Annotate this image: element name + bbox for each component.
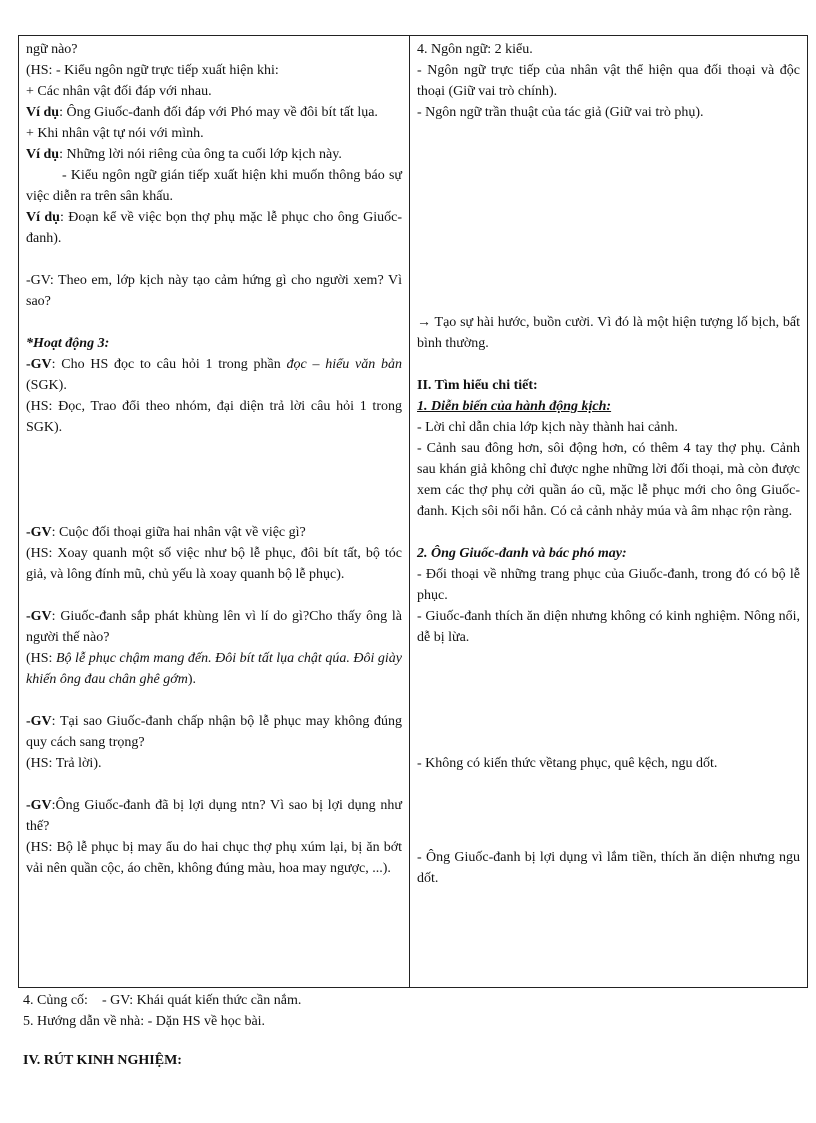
answer-paragraph: (HS: Bộ lễ phục bị may ẩu do hai chục thợ phụ xúm lại, bị ăn bớt vải nên quần cộc, áo chẽn, không đúng màu, hoa may ngược, ...). xyxy=(26,840,402,876)
teacher-student-activity-column xyxy=(19,36,410,988)
activity-heading: *Hoạt động 3: xyxy=(26,336,110,351)
text-paragraph: - Không có kiến thức vềtang phục, quê kệch, ngu dốt. xyxy=(417,756,718,771)
text-paragraph: - Kiểu ngôn ngữ gián tiếp xuất hiện khi muốn thông báo sự việc diễn ra trên sân khấu. xyxy=(26,168,402,204)
text-line: + Các nhân vật đối đáp với nhau. xyxy=(26,84,212,99)
example-paragraph: Ví dụ: Đoạn kể về việc bọn thợ phụ mặc lễ phục cho ông Giuốc-đanh). xyxy=(26,210,402,246)
gv-label: -GV xyxy=(26,357,52,372)
example-label: Ví dụ xyxy=(26,105,60,120)
subsection-heading: 2. Ông Giuốc-đanh và bác phó may: xyxy=(417,546,627,561)
section-heading: II. Tìm hiểu chi tiết: xyxy=(417,378,538,393)
section-line: 4. Ngôn ngữ: 2 kiểu. xyxy=(417,42,533,57)
content-column xyxy=(410,36,808,988)
question-paragraph: -GV: Giuốc-đanh sắp phát khùng lên vì lí do gì?Cho thấy ông là người thế nào? xyxy=(26,609,402,645)
example-label: Ví dụ xyxy=(26,210,60,225)
text-paragraph: - Cảnh sau đông hơn, sôi động hơn, có thêm 4 tay thợ phụ. Cảnh sau khán giả không chỉ được nghe những lời đối thoại, mà còn được xem các thợ phụ cởi quần áo cũ, mặc lễ phục mới cho ông Giuốc-đanh. Kịch sôi nổi hẳn. Có cả cảnh nhảy múa và âm nhạc rộn ràng. xyxy=(417,441,800,519)
text-line: (HS: - Kiểu ngôn ngữ trực tiếp xuất hiện khi: xyxy=(26,63,279,78)
example-paragraph: Ví dụ: Ông Giuốc-đanh đối đáp với Phó may về đôi bít tất lụa. xyxy=(26,105,378,120)
homework-label: 5. Hướng dẫn về nhà xyxy=(23,1014,141,1029)
consolidation-label: Củng cố: xyxy=(37,993,88,1008)
answer-paragraph: (HS: Xoay quanh một số việc như bộ lễ phục, đôi bít tất, bộ tóc giả, và lông đính mũ, chủ yếu là xoay quanh bộ lễ phục). xyxy=(26,546,402,582)
answer-paragraph: (HS: Trả lời). xyxy=(26,756,102,771)
subsection-heading: 1. Diễn biến của hành động kịch: xyxy=(417,399,612,414)
question-paragraph: -GV: Tại sao Giuốc-đanh chấp nhận bộ lễ phục may không đúng quy cách sang trọng? xyxy=(26,714,402,750)
text-paragraph: - Ngôn ngữ trực tiếp của nhân vật thể hiện qua đối thoại và độc thoại (Giữ vai trò chính). xyxy=(417,63,800,99)
question-paragraph: -GV: Cuộc đối thoại giữa hai nhân vật về việc gì? xyxy=(26,525,306,540)
question-paragraph: -GV: Cho HS đọc to câu hỏi 1 trong phần đọc – hiểu văn bản (SGK). xyxy=(26,357,403,393)
question-paragraph: -GV: Theo em, lớp kịch này tạo cảm hứng gì cho người xem? Vì sao? xyxy=(26,273,402,309)
question-paragraph: -GV:Ông Giuốc-đanh đã bị lợi dụng ntn? Vì sao bị lợi dụng như thế? xyxy=(26,798,402,834)
gv-label: -GV xyxy=(26,798,52,813)
lesson-table xyxy=(18,35,808,988)
text-paragraph: - Giuốc-đanh thích ăn diện nhưng không có kinh nghiệm. Nông nổi, dễ bị lừa. xyxy=(417,609,800,645)
gv-label: -GV xyxy=(26,609,52,624)
text-line: + Khi nhân vật tự nói với mình. xyxy=(26,126,204,141)
table-row xyxy=(19,36,808,988)
example-paragraph: Ví dụ: Những lời nói riêng của ông ta cuối lớp kịch này. xyxy=(26,147,342,162)
answer-paragraph: (HS: Bộ lễ phục chậm mang đến. Đôi bít tất lụa chật qúa. Đôi giày khiến ông đau chân ghê gớm). xyxy=(26,651,402,687)
answer-paragraph: (HS: Đọc, Trao đổi theo nhóm, đại diện trả lời câu hỏi 1 trong SGK). xyxy=(26,399,402,435)
text-paragraph: - Ngôn ngữ trần thuật của tác giả (Giữ vai trò phụ). xyxy=(417,105,704,120)
gv-label: -GV xyxy=(26,714,52,729)
homework-line: 5. Hướng dẫn về nhà: - Dặn HS về học bài. xyxy=(23,1014,266,1029)
text-paragraph: - Ông Giuốc-đanh bị lợi dụng vì lắm tiền, thích ăn diện nhưng ngu dốt. xyxy=(417,850,800,886)
section-heading: IV. RÚT KINH NGHIỆM: xyxy=(23,1053,182,1068)
consolidation-line: 4. Củng cố: - GV: Khái quát kiến thức cần nắm. xyxy=(23,993,302,1008)
example-label: Ví dụ xyxy=(26,147,60,162)
text-line: ngữ nào? xyxy=(26,42,78,57)
text-paragraph: - Đối thoại về những trang phục của Giuốc-đanh, trong đó có bộ lễ phục. xyxy=(417,567,800,603)
conclusion-paragraph: → Tạo sự hài hước, buồn cười. Vì đó là một hiện tượng lố bịch, bất bình thường. xyxy=(417,315,800,351)
gv-label: -GV xyxy=(26,525,52,540)
text-paragraph: - Lời chỉ dẫn chia lớp kịch này thành hai cảnh. xyxy=(417,420,678,435)
